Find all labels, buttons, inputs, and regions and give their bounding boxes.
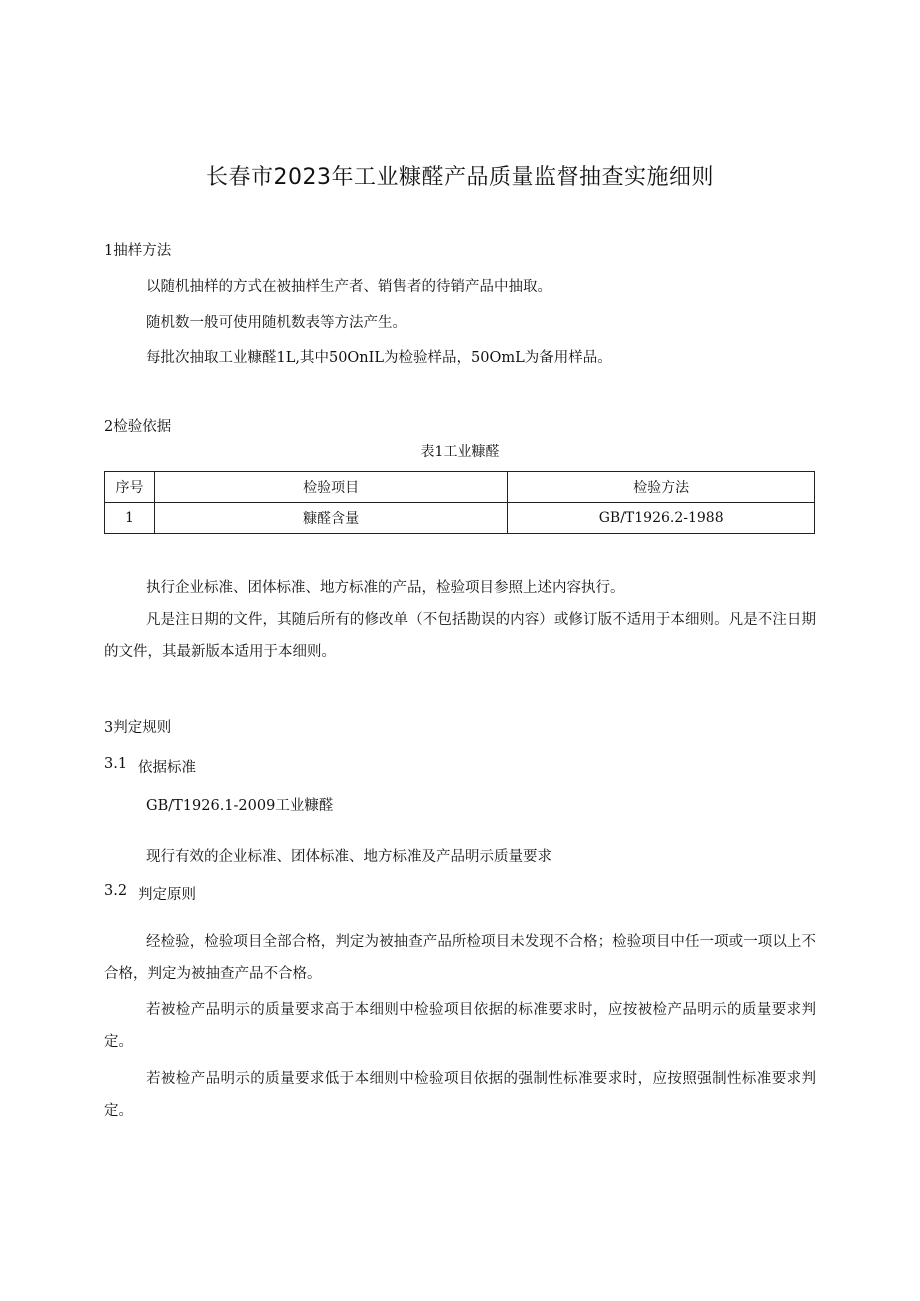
section-3-paragraph-1: 经检验，检验项目全部合格，判定为被抽查产品所检项目未发现不合格；检验项目中任一项或一项以上不合格，判定为被抽查产品不合格。 [104,934,816,982]
section-2-paragraph-1: 执行企业标准、团体标准、地方标准的产品，检验项目参照上述内容执行。 [146,580,625,596]
section-2-heading: 2检验依据 [104,419,172,435]
section-1-heading: 1抽样方法 [104,243,172,259]
table-cell: 糠醛含量 [154,503,507,534]
standard-item-2: 现行有效的企业标准、团体标准、地方标准及产品明示质量要求 [146,849,552,865]
document-title: 长春市2023年工业糠醛产品质量监督抽查实施细则 [206,165,714,190]
section-1-paragraph-2: 随机数一般可使用随机数表等方法产生。 [146,315,407,331]
section-3-paragraph-2: 若被检产品明示的质量要求高于本细则中检验项目依据的标准要求时，应按被检产品明示的质量要求判定。 [104,1002,816,1050]
inspection-table [104,471,815,534]
subsection-3-2-number: 3.2 [104,883,128,899]
table-header-row [105,472,815,503]
table-header-cell: 序号 [105,472,155,503]
table-header-cell: 检验方法 [508,472,815,503]
section-2-paragraph-2: 凡是注日期的文件，其随后所有的修改单（不包括勘误的内容）或修订版不适用于本细则。凡是不注日期的文件，其最新版本适用于本细则。 [104,612,816,660]
table-row [105,503,815,534]
table-caption: 表1工业糠醛 [420,444,500,460]
subsection-3-2-title: 判定原则 [138,887,196,903]
table-header-cell: 检验项目 [154,472,507,503]
table-cell: 1 [105,503,155,534]
standard-item-1: GB/T1926.1-2009工业糠醛 [146,798,334,814]
subsection-3-1-title: 依据标准 [138,760,196,776]
section-1-paragraph-3: 每批次抽取工业糠醛1L,其中50OnIL为检验样品，50OmL为备用样品。 [146,350,612,366]
section-1-paragraph-1: 以随机抽样的方式在被抽样生产者、销售者的待销产品中抽取。 [146,279,552,295]
section-3-paragraph-3: 若被检产品明示的质量要求低于本细则中检验项目依据的强制性标准要求时，应按照强制性标准要求判定。 [104,1071,816,1119]
subsection-3-1-number: 3.1 [104,756,128,772]
table-cell: GB/T1926.2-1988 [508,503,815,534]
section-3-heading: 3判定规则 [104,720,172,736]
